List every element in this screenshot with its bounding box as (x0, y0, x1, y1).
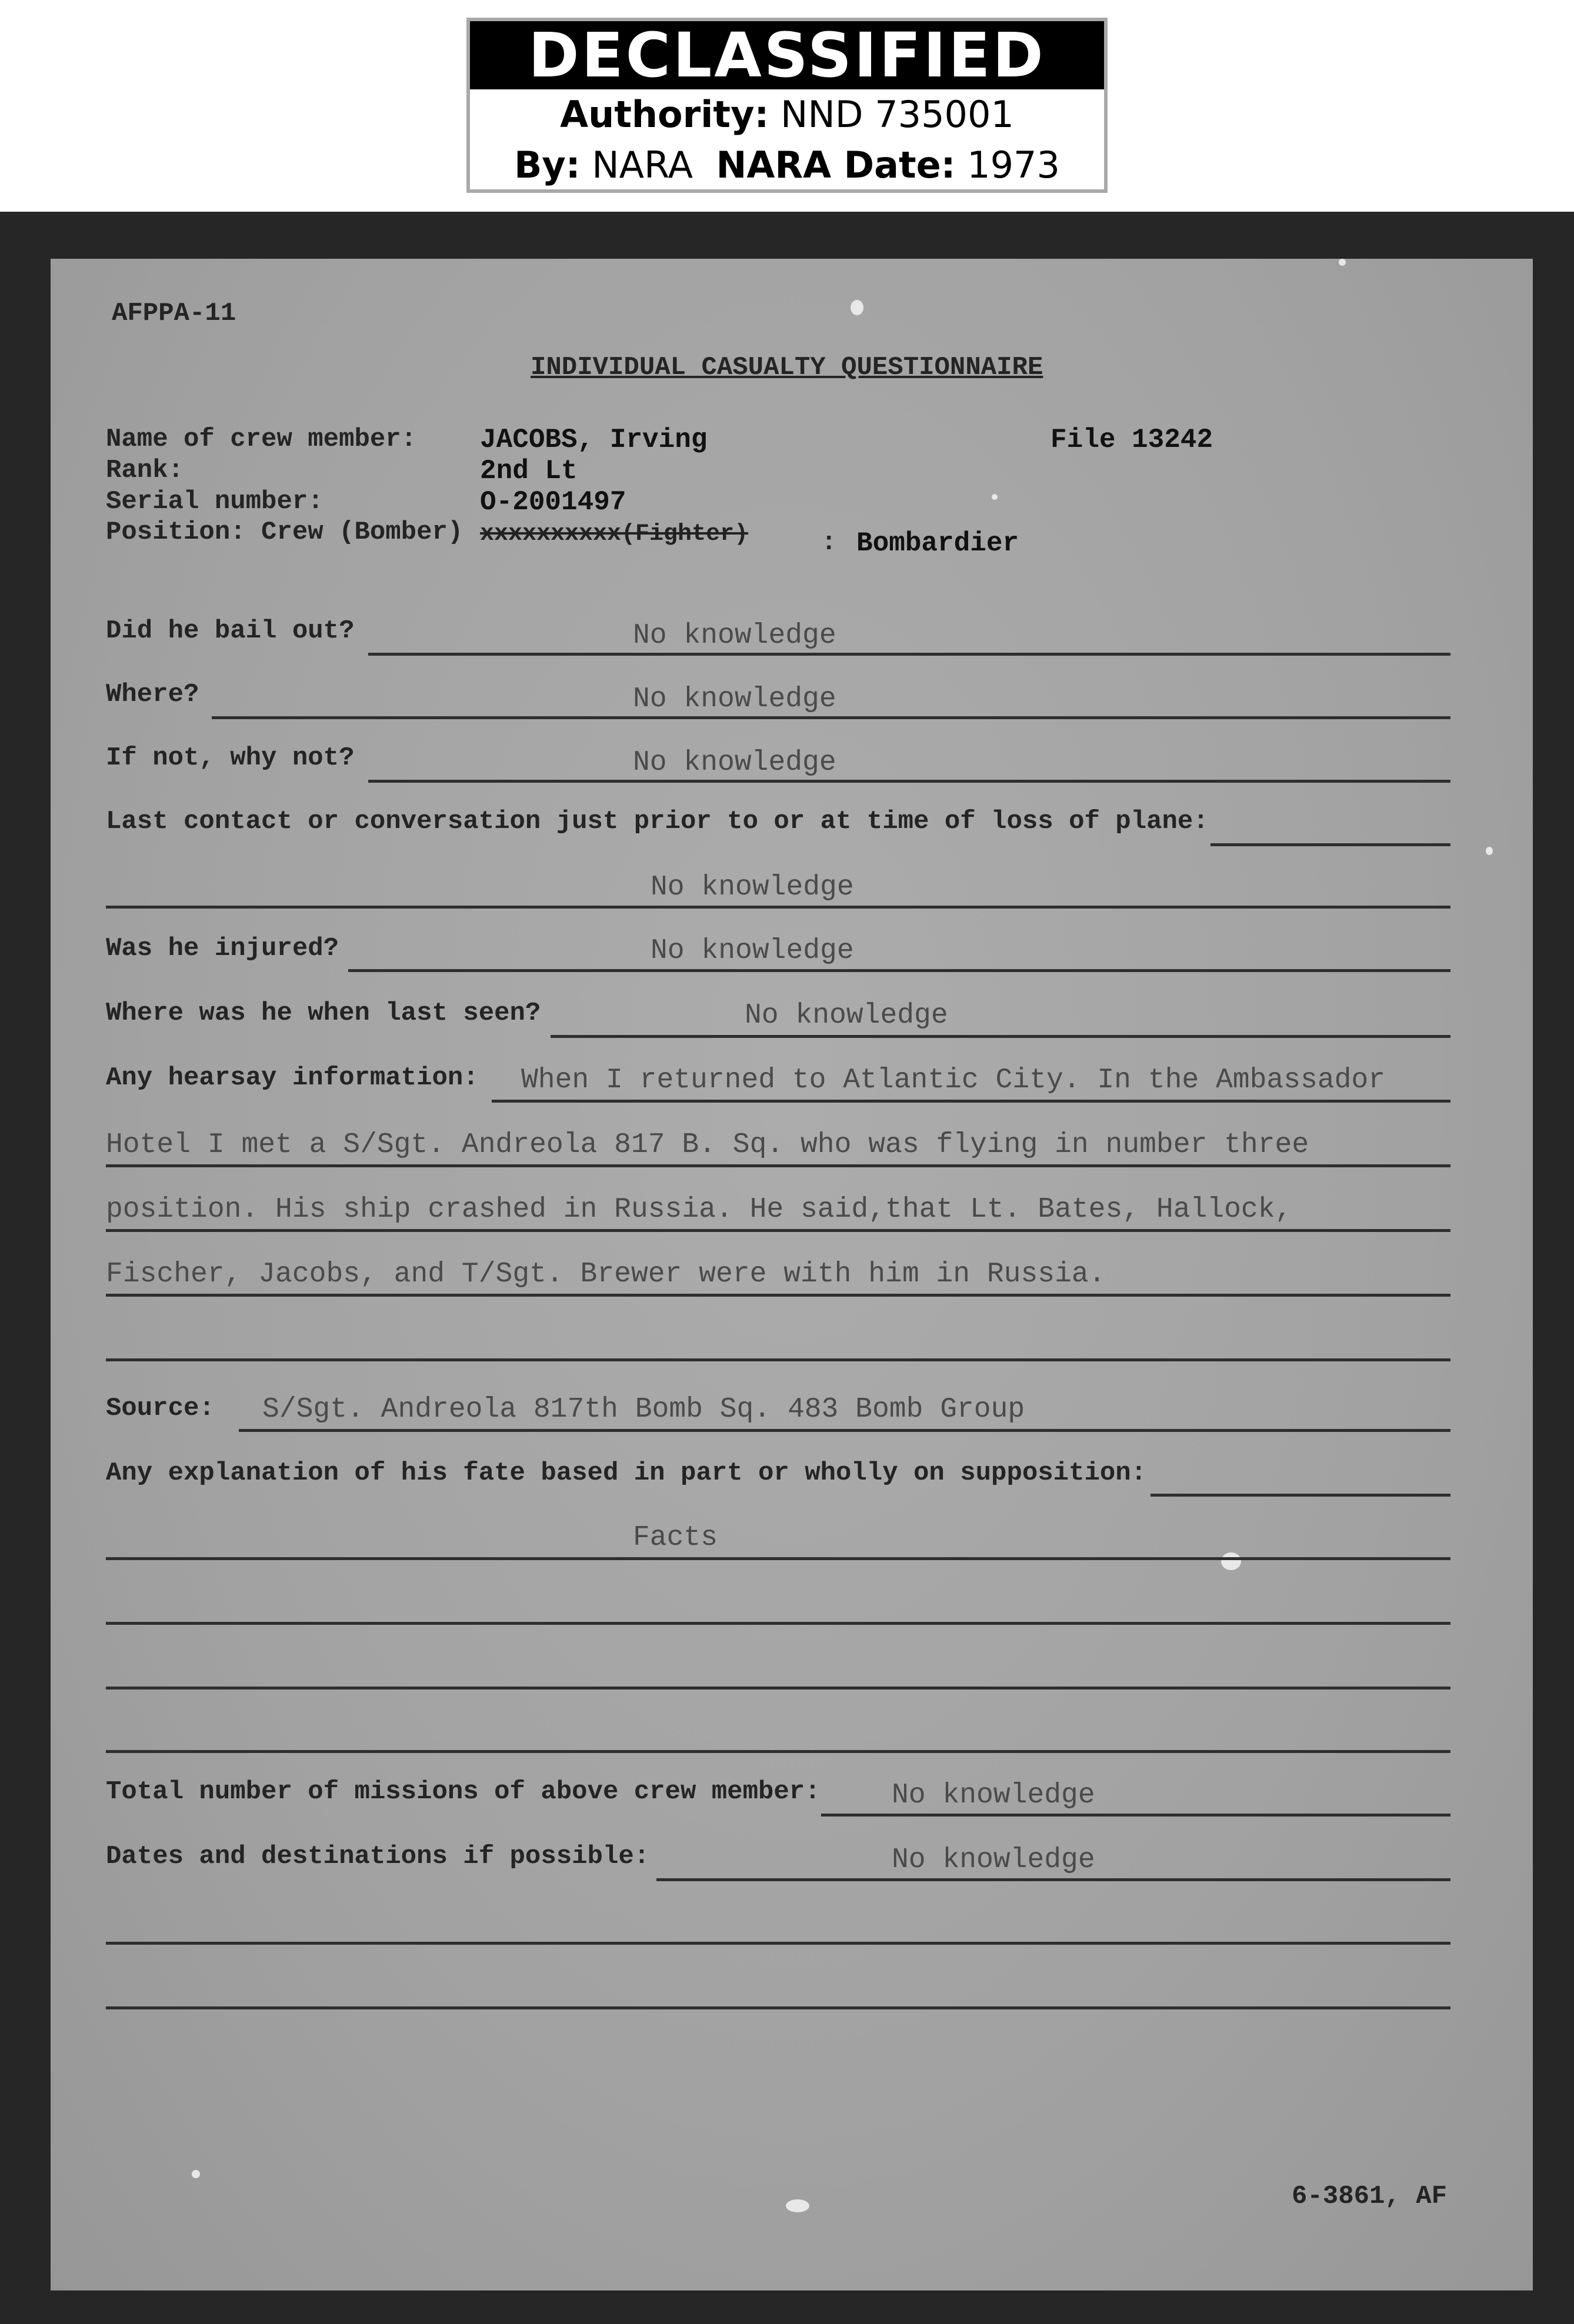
explanation-rule-4 (106, 1687, 1450, 1689)
explanation-label: Any explanation of his fate based in part or wholly on supposition: (106, 1458, 1147, 1488)
lastseen-value: No knowledge (745, 1000, 948, 1031)
hearsay-label: Any hearsay information: (106, 1063, 479, 1093)
position-value: Bombardier (856, 528, 1019, 559)
hearsay-rule-4 (106, 1294, 1450, 1297)
name-value: JACOBS, Irving (480, 425, 708, 455)
by-label: By: (514, 143, 581, 186)
bail-rule (368, 653, 1450, 656)
hearsay-rule-2 (106, 1164, 1450, 1167)
missions-label: Total number of missions of above crew member: (106, 1777, 821, 1807)
scanned-document (0, 212, 1574, 2324)
hearsay-line-2: Hotel I met a S/Sgt. Andreola 817 B. Sq. who was flying in number three (106, 1129, 1309, 1161)
dust-speck (1339, 259, 1346, 266)
dust-speck (992, 494, 998, 500)
date-label: NARA Date: (716, 143, 956, 186)
stamp-heading: DECLASSIFIED (470, 21, 1104, 89)
rank-label: Rank: (106, 456, 184, 485)
rank-value: 2nd Lt (480, 456, 578, 486)
name-label: Name of crew member: (106, 425, 417, 454)
serial-label: Serial number: (106, 487, 324, 516)
position-label: Position: Crew (Bomber) (106, 517, 463, 547)
dates-rule-1 (656, 1878, 1450, 1881)
ifnot-value: No knowledge (633, 747, 836, 779)
dates-value: No knowledge (892, 1844, 1095, 1876)
by-value: NARA (592, 143, 693, 186)
position-struck-text: xxxxxxxxxx(Fighter) (480, 521, 749, 547)
explanation-rule-2 (106, 1557, 1450, 1560)
hearsay-rule-3 (106, 1229, 1450, 1232)
where-label: Where? (106, 680, 199, 709)
missions-rule (821, 1814, 1450, 1817)
footer-code: 6-3861, AF (1292, 2182, 1448, 2211)
contact-rule-2 (106, 906, 1450, 909)
stamp-by-date (470, 140, 1104, 191)
source-rule (239, 1429, 1450, 1432)
file-number: File 13242 (1051, 425, 1213, 455)
injured-value: No knowledge (651, 935, 854, 967)
injured-rule (348, 969, 1450, 972)
injured-label: Was he injured? (106, 934, 339, 963)
position-colon: : (821, 528, 837, 557)
dates-label: Dates and destinations if possible: (106, 1842, 650, 1871)
ifnot-label: If not, why not? (106, 743, 355, 773)
dates-rule-3 (106, 2006, 1450, 2009)
contact-rule-1 (1210, 843, 1450, 846)
explanation-rule-3 (106, 1622, 1450, 1625)
hearsay-line-4: Fischer, Jacobs, and T/Sgt. Brewer were with him in Russia. (106, 1258, 1106, 1290)
hearsay-rule-1 (492, 1100, 1450, 1103)
dust-speck (1486, 847, 1493, 855)
lastseen-label: Where was he when last seen? (106, 999, 541, 1028)
stamp-authority (470, 89, 1104, 140)
dust-speck (786, 2199, 809, 2212)
where-rule (212, 716, 1450, 719)
date-value: 1973 (967, 143, 1060, 186)
bail-value: No knowledge (633, 620, 836, 652)
dust-speck (192, 2170, 200, 2178)
ifnot-rule (368, 780, 1450, 783)
authority-value: NND 735001 (781, 93, 1014, 136)
declassified-stamp (466, 18, 1108, 193)
explanation-rule-5 (106, 1750, 1450, 1753)
serial-value: O-2001497 (480, 487, 626, 517)
authority-label: Authority: (560, 93, 769, 136)
contact-value: No knowledge (651, 872, 854, 903)
hearsay-line-3: position. His ship crashed in Russia. He said,that Lt. Bates, Hallock, (106, 1194, 1292, 1226)
source-label: Source: (106, 1394, 215, 1423)
form-paper (51, 259, 1533, 2290)
bail-label: Did he bail out? (106, 616, 355, 646)
contact-label: Last contact or conversation just prior to or at time of loss of plane: (106, 807, 1209, 836)
form-title: INDIVIDUAL CASUALTY QUESTIONNAIRE (531, 353, 1043, 382)
missions-value: No knowledge (892, 1779, 1095, 1811)
explanation-rule-1 (1151, 1494, 1450, 1497)
lastseen-rule (551, 1035, 1450, 1038)
hearsay-rule-5 (106, 1358, 1450, 1361)
dust-speck (851, 300, 863, 315)
hearsay-line-1: When I returned to Atlantic City. In the Ambassador (521, 1064, 1386, 1096)
source-value: S/Sgt. Andreola 817th Bomb Sq. 483 Bomb Group (262, 1394, 1025, 1425)
form-number: AFPPA-11 (112, 299, 236, 328)
dust-speck (1221, 1552, 1241, 1570)
dates-rule-2 (106, 1942, 1450, 1945)
where-value: No knowledge (633, 683, 836, 715)
explanation-value: Facts (633, 1522, 718, 1554)
